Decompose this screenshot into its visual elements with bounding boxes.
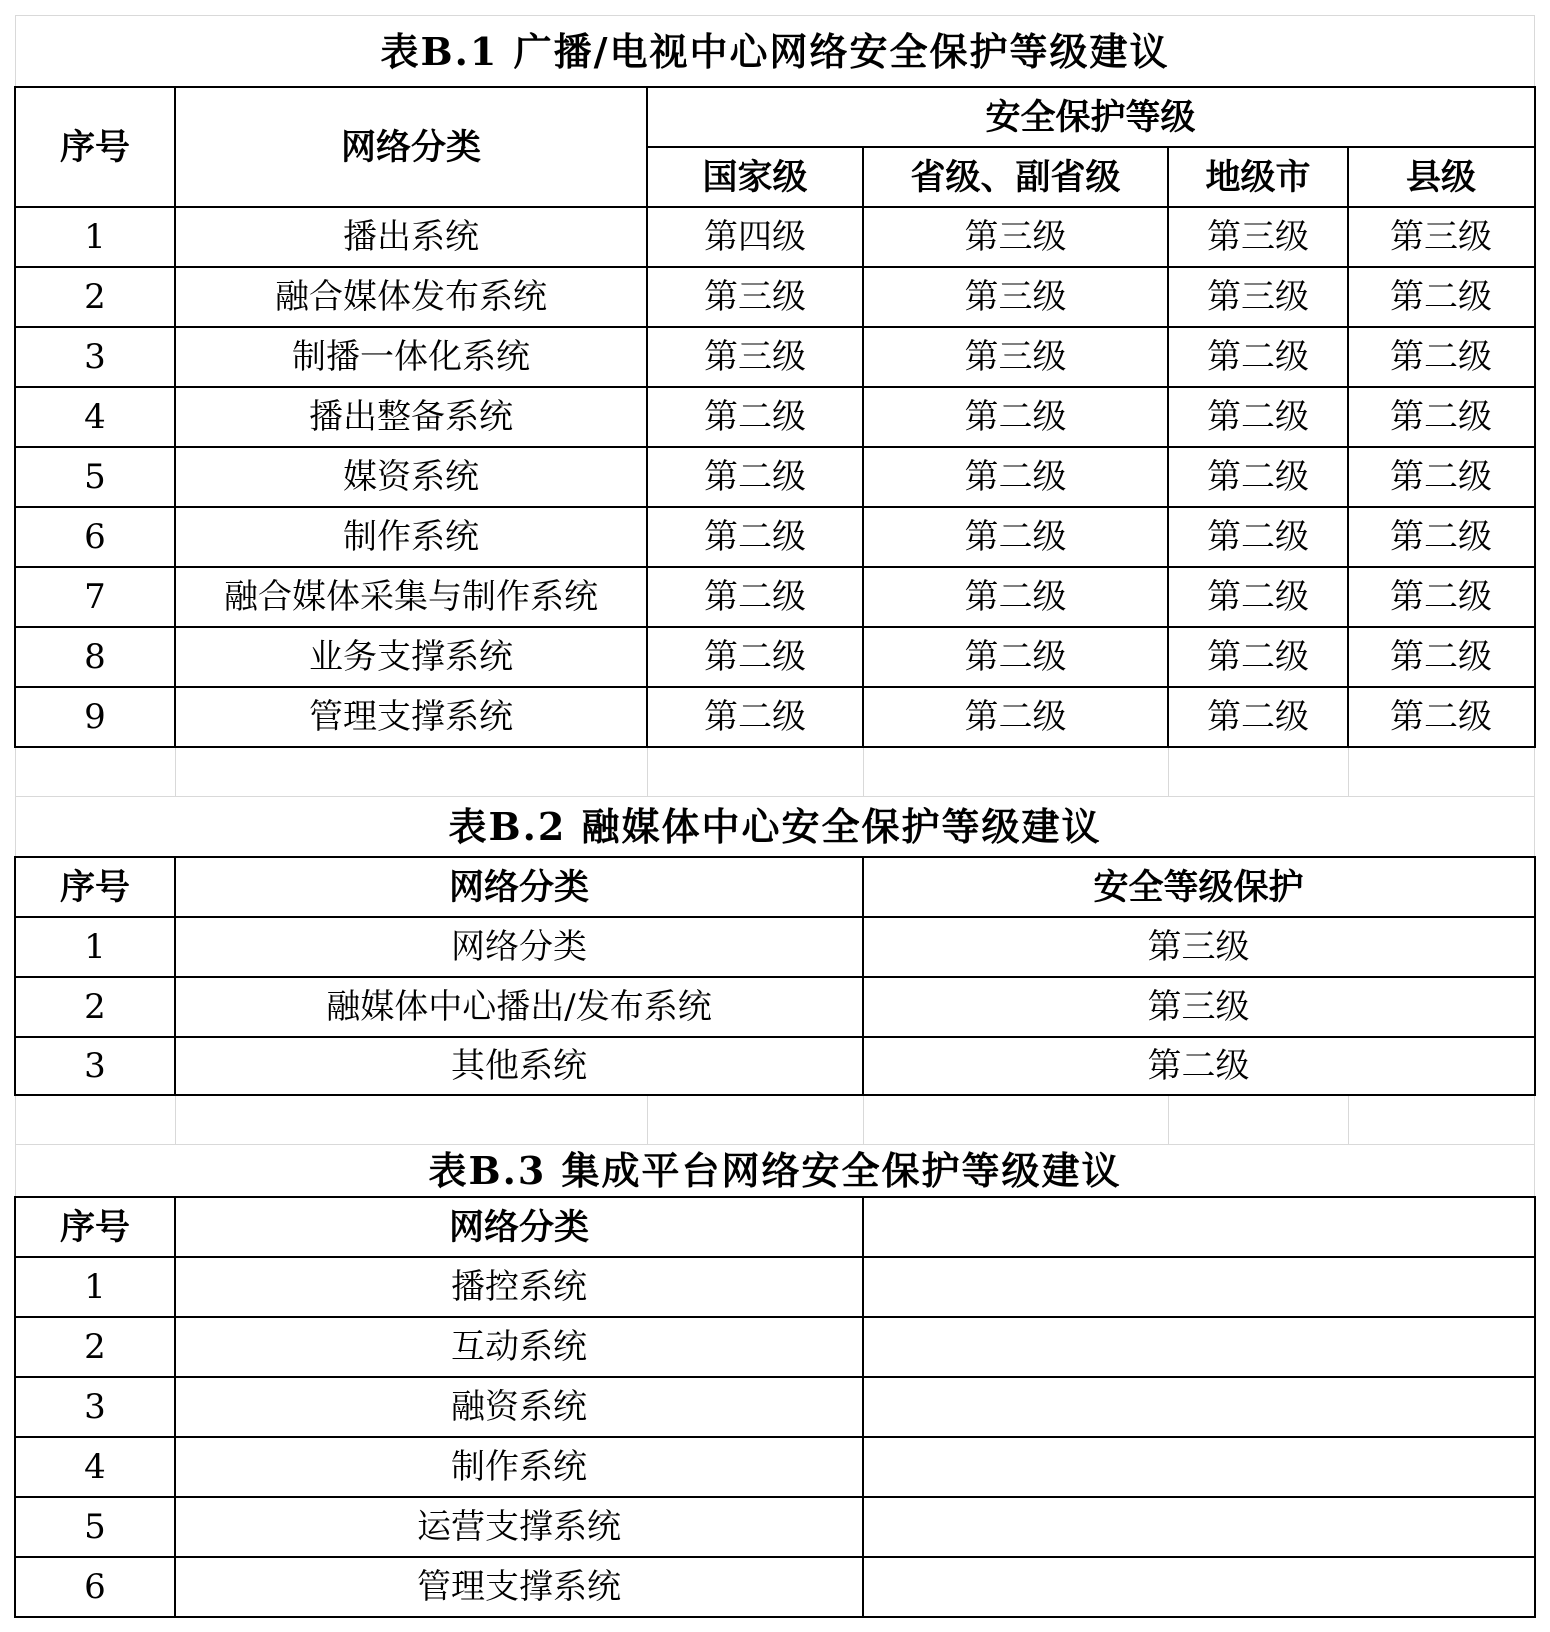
table-border (1534, 1196, 1536, 1618)
table1-row-category: 管理支撑系统 (309, 697, 513, 737)
table-border (15, 1316, 1536, 1318)
table-border (647, 146, 1536, 148)
table1-row-grade-county: 第二级 (1390, 517, 1492, 557)
table1-row-grade-prefecture: 第三级 (1207, 217, 1309, 257)
table-border (646, 86, 648, 748)
table-border (15, 1036, 1536, 1038)
table1-row-grade-provincial: 第二级 (964, 577, 1067, 617)
table3-row-seq: 5 (84, 1507, 106, 1547)
table1-header-seq: 序号 (59, 126, 130, 168)
table1-header-national: 国家级 (702, 156, 808, 198)
table3-row-category: 运营支撑系统 (417, 1507, 621, 1547)
table1-row-grade-prefecture: 第二级 (1207, 517, 1309, 557)
table2-row-grade: 第三级 (1147, 987, 1250, 1027)
table3-row-seq: 4 (84, 1447, 106, 1487)
table1-row-seq: 4 (84, 397, 106, 437)
gridline (1348, 1095, 1349, 1145)
gridline (1168, 1095, 1169, 1145)
gridline (15, 747, 16, 797)
table2-row-category: 其他系统 (451, 1046, 587, 1086)
table1-row-seq: 7 (84, 577, 106, 617)
table1-row-grade-national: 第三级 (704, 337, 806, 377)
table1-row-grade-provincial: 第三级 (964, 337, 1067, 377)
table-border (15, 1256, 1536, 1258)
table-border (15, 976, 1536, 978)
table3-row-seq: 1 (84, 1267, 106, 1307)
table1-row-grade-prefecture: 第三级 (1207, 277, 1309, 317)
table3-row-grade (863, 1257, 1534, 1317)
table1-row-grade-provincial: 第三级 (964, 217, 1067, 257)
table-border (15, 446, 1536, 448)
table2-row-category: 网络分类 (451, 927, 587, 967)
table1-header-provincial: 省级、副省级 (910, 156, 1121, 198)
table1-row-grade-provincial: 第三级 (964, 277, 1067, 317)
table3-row-grade (863, 1497, 1534, 1557)
table1-header-prefecture: 地级市 (1205, 156, 1311, 198)
table2-title: 表B.2 融媒体中心安全保护等级建议 (448, 804, 1102, 849)
gridline (15, 1095, 16, 1145)
table2-header-category: 网络分类 (448, 866, 589, 908)
table3-header-security-level (863, 1197, 1534, 1257)
table3-row-category: 播控系统 (451, 1267, 587, 1307)
table1-row-category: 播出整备系统 (309, 397, 513, 437)
gridline (863, 1095, 864, 1145)
table1-row-seq: 9 (84, 697, 106, 737)
table1-row-grade-prefecture: 第二级 (1207, 457, 1309, 497)
gridline (647, 1095, 648, 1145)
table3-row-grade (863, 1377, 1534, 1437)
table-border (14, 86, 16, 748)
table1-row-grade-national: 第四级 (704, 217, 806, 257)
table-border (15, 1094, 1536, 1096)
table3-row-category: 管理支撑系统 (417, 1567, 621, 1607)
table1-row-category: 制作系统 (343, 517, 479, 557)
table1-header-security-level: 安全保护等级 (985, 96, 1196, 138)
table1-row-category: 媒资系统 (343, 457, 479, 497)
table1-row-grade-county: 第二级 (1390, 397, 1492, 437)
table2-row-grade: 第二级 (1147, 1046, 1250, 1086)
table-border (15, 686, 1536, 688)
table1-row-seq: 3 (84, 337, 106, 377)
table1-row-category: 播出系统 (343, 217, 479, 257)
table3-row-category: 互动系统 (451, 1327, 587, 1367)
table-border (174, 856, 176, 1096)
table3-row-grade (863, 1437, 1534, 1497)
table1-row-grade-prefecture: 第二级 (1207, 637, 1309, 677)
gridline (15, 15, 1535, 16)
table1-row-grade-county: 第二级 (1390, 457, 1492, 497)
table1-row-category: 融合媒体采集与制作系统 (224, 577, 598, 617)
table1-row-grade-provincial: 第二级 (964, 697, 1067, 737)
table-border (1347, 146, 1349, 748)
table1-row-grade-county: 第二级 (1390, 577, 1492, 617)
table1-row-grade-prefecture: 第二级 (1207, 397, 1309, 437)
table1-row-grade-county: 第三级 (1390, 217, 1492, 257)
table-border (15, 746, 1536, 748)
table1-title: 表B.1 广播/电视中心网络安全保护等级建议 (380, 29, 1170, 74)
table1-row-category: 制播一体化系统 (292, 337, 530, 377)
table3-row-category: 融资系统 (451, 1387, 587, 1427)
table1-row-grade-national: 第二级 (704, 457, 806, 497)
table-border (1534, 856, 1536, 1096)
table1-header-category: 网络分类 (340, 126, 481, 168)
table-border (15, 856, 1536, 858)
table2-row-category: 融媒体中心播出/发布系统 (326, 987, 712, 1027)
table1-row-seq: 2 (84, 277, 106, 317)
table3-header-category: 网络分类 (448, 1206, 589, 1248)
table1-row-grade-county: 第二级 (1390, 337, 1492, 377)
table-border (15, 386, 1536, 388)
gridline (1348, 747, 1349, 797)
table-border (15, 1436, 1536, 1438)
table-border (15, 326, 1536, 328)
table-border (15, 1556, 1536, 1558)
table3-title: 表B.3 集成平台网络安全保护等级建议 (428, 1148, 1122, 1193)
table-border (15, 1196, 1536, 1198)
gridline (175, 1095, 176, 1145)
table3-row-category: 制作系统 (451, 1447, 587, 1487)
table3-row-seq: 2 (84, 1327, 106, 1367)
table1-row-seq: 5 (84, 457, 106, 497)
table1-row-seq: 6 (84, 517, 106, 557)
table-border (174, 86, 176, 748)
table1-row-grade-national: 第二级 (704, 637, 806, 677)
table2-row-seq: 3 (84, 1046, 106, 1086)
table1-row-grade-prefecture: 第二级 (1207, 577, 1309, 617)
table-border (15, 566, 1536, 568)
table1-row-seq: 1 (84, 217, 106, 257)
table2-header-seq: 序号 (59, 866, 130, 908)
table1-row-grade-national: 第三级 (704, 277, 806, 317)
table-border (14, 1196, 16, 1618)
table-border (15, 206, 1536, 208)
table-border (14, 856, 16, 1096)
table3-row-seq: 3 (84, 1387, 106, 1427)
table3-row-grade (863, 1317, 1534, 1377)
table1-row-grade-prefecture: 第二级 (1207, 697, 1309, 737)
table2-header-security-level: 安全等级保护 (1093, 866, 1304, 908)
table-border (15, 1496, 1536, 1498)
table1-row-category: 融合媒体发布系统 (275, 277, 547, 317)
table1-row-seq: 8 (84, 637, 106, 677)
table1-row-grade-provincial: 第二级 (964, 457, 1067, 497)
table1-row-category: 业务支撑系统 (309, 637, 513, 677)
gridline (175, 747, 176, 797)
table-border (15, 1376, 1536, 1378)
gridline (863, 747, 864, 797)
gridline (1168, 747, 1169, 797)
table-border (1534, 86, 1536, 748)
table1-header-county: 县级 (1405, 156, 1476, 198)
table1-row-grade-county: 第二级 (1390, 637, 1492, 677)
table2-row-seq: 2 (84, 987, 106, 1027)
table-border (1167, 146, 1169, 748)
table1-row-grade-provincial: 第二级 (964, 517, 1067, 557)
table1-row-grade-national: 第二级 (704, 697, 806, 737)
table1-row-grade-national: 第二级 (704, 517, 806, 557)
table3-header-seq: 序号 (59, 1206, 130, 1248)
table-border (15, 626, 1536, 628)
table1-row-grade-provincial: 第二级 (964, 637, 1067, 677)
table2-row-seq: 1 (84, 927, 106, 967)
table-border (862, 146, 864, 748)
table3-row-seq: 6 (84, 1567, 106, 1607)
table-border (15, 916, 1536, 918)
table-border (862, 1196, 864, 1618)
table-border (15, 266, 1536, 268)
table1-row-grade-prefecture: 第二级 (1207, 337, 1309, 377)
table2-row-grade: 第三级 (1147, 927, 1250, 967)
gridline (647, 747, 648, 797)
table-border (15, 1616, 1536, 1618)
table-border (174, 1196, 176, 1618)
table1-row-grade-provincial: 第二级 (964, 397, 1067, 437)
table3-row-grade (863, 1557, 1534, 1617)
table-border (15, 506, 1536, 508)
table-border (862, 856, 864, 1096)
table1-row-grade-county: 第二级 (1390, 697, 1492, 737)
table1-row-grade-national: 第二级 (704, 577, 806, 617)
table-border (15, 86, 1536, 88)
table1-row-grade-county: 第二级 (1390, 277, 1492, 317)
table1-row-grade-national: 第二级 (704, 397, 806, 437)
